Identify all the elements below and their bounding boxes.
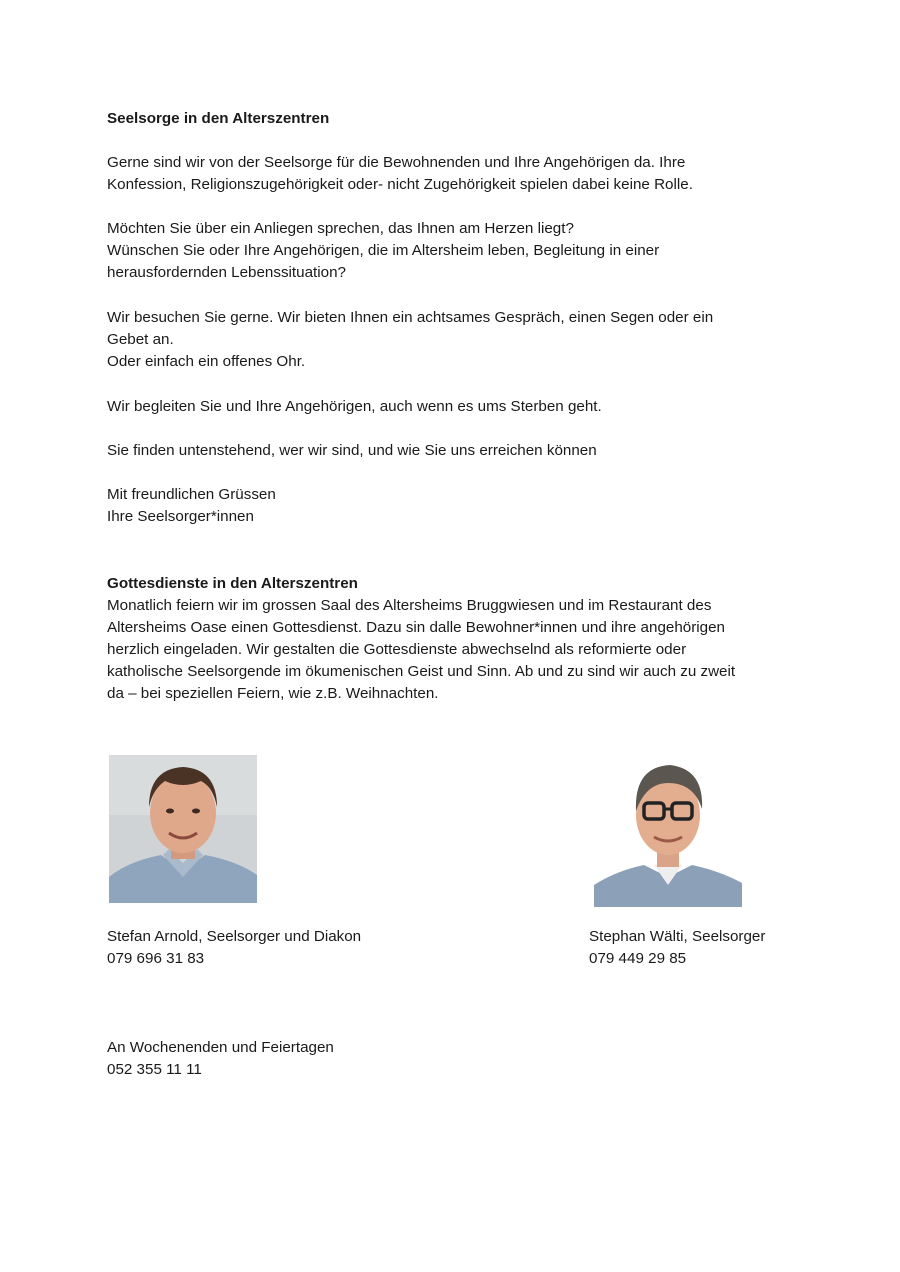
closing-greeting: [107, 484, 797, 528]
text-line: da – bei speziellen Feiern, wie z.B. Weihnachten.: [107, 685, 439, 702]
text-line: katholische Seelsorgende im ökumenischen Geist und Sinn. Ab und zu sind wir auch zu zweit: [107, 663, 736, 680]
text-line: Konfession, Religionszugehörigkeit oder- nicht Zugehörigkeit spielen dabei keine Rolle.: [107, 176, 693, 193]
text-line: Gebet an.: [107, 331, 174, 348]
text-line: herzlich eingeladen. Wir gestalten die Gottesdienste abwechselnd als reformierte oder: [107, 641, 687, 658]
text-line: Ihre Seelsorger*innen: [107, 508, 254, 525]
paragraph-gottesdienste: [107, 595, 797, 705]
contact-stefan-arnold: [107, 926, 361, 970]
portrait-photo-stephan-waelti: [594, 759, 742, 907]
paragraph-accompany: Wir begleiten Sie und Ihre Angehörigen, auch wenn es ums Sterben geht.: [107, 398, 602, 415]
contact-phone: 079 696 31 83: [107, 950, 205, 967]
text-line: Wir besuchen Sie gerne. Wir bieten Ihnen ein achtsames Gespräch, einen Segen oder ein: [107, 309, 714, 326]
weekend-phone: 052 355 11 11: [107, 1061, 202, 1078]
text-line: herausfordernden Lebenssituation?: [107, 264, 346, 281]
contact-name: Stefan Arnold, Seelsorger und Diakon: [107, 928, 362, 945]
paragraph-find-us: Sie finden untenstehend, wer wir sind, und wie Sie uns erreichen können: [107, 442, 597, 459]
text-line: Wünschen Sie oder Ihre Angehörigen, die im Altersheim leben, Begleitung in einer: [107, 242, 660, 259]
paragraph-offer: [107, 307, 797, 373]
text-line: Möchten Sie über ein Anliegen sprechen, das Ihnen am Herzen liegt?: [107, 220, 574, 237]
heading-gottesdienste: Gottesdienste in den Alterszentren: [107, 575, 358, 592]
text-line: Oder einfach ein offenes Ohr.: [107, 353, 306, 370]
weekend-label: An Wochenenden und Feiertagen: [107, 1039, 334, 1056]
portrait-photo-stefan-arnold: [109, 755, 257, 903]
contact-name: Stephan Wälti, Seelsorger: [589, 928, 766, 945]
text-line: Monatlich feiern wir im grossen Saal des Altersheims Bruggwiesen und im Restaurant des: [107, 597, 712, 614]
text-line: Gerne sind wir von der Seelsorge für die Bewohnenden und Ihre Angehörigen da. Ihre: [107, 154, 686, 171]
text-line: Altersheims Oase einen Gottesdienst. Dazu sin dalle Bewohner*innen und ihre angehörigen: [107, 619, 726, 636]
heading-seelsorge: Seelsorge in den Alterszentren: [107, 110, 330, 127]
paragraph-questions: [107, 218, 797, 284]
contact-weekend: [107, 1037, 334, 1081]
contact-phone: 079 449 29 85: [589, 950, 687, 967]
paragraph-intro: [107, 152, 797, 196]
text-line: Mit freundlichen Grüssen: [107, 486, 276, 503]
contact-stephan-waelti: [589, 926, 765, 970]
